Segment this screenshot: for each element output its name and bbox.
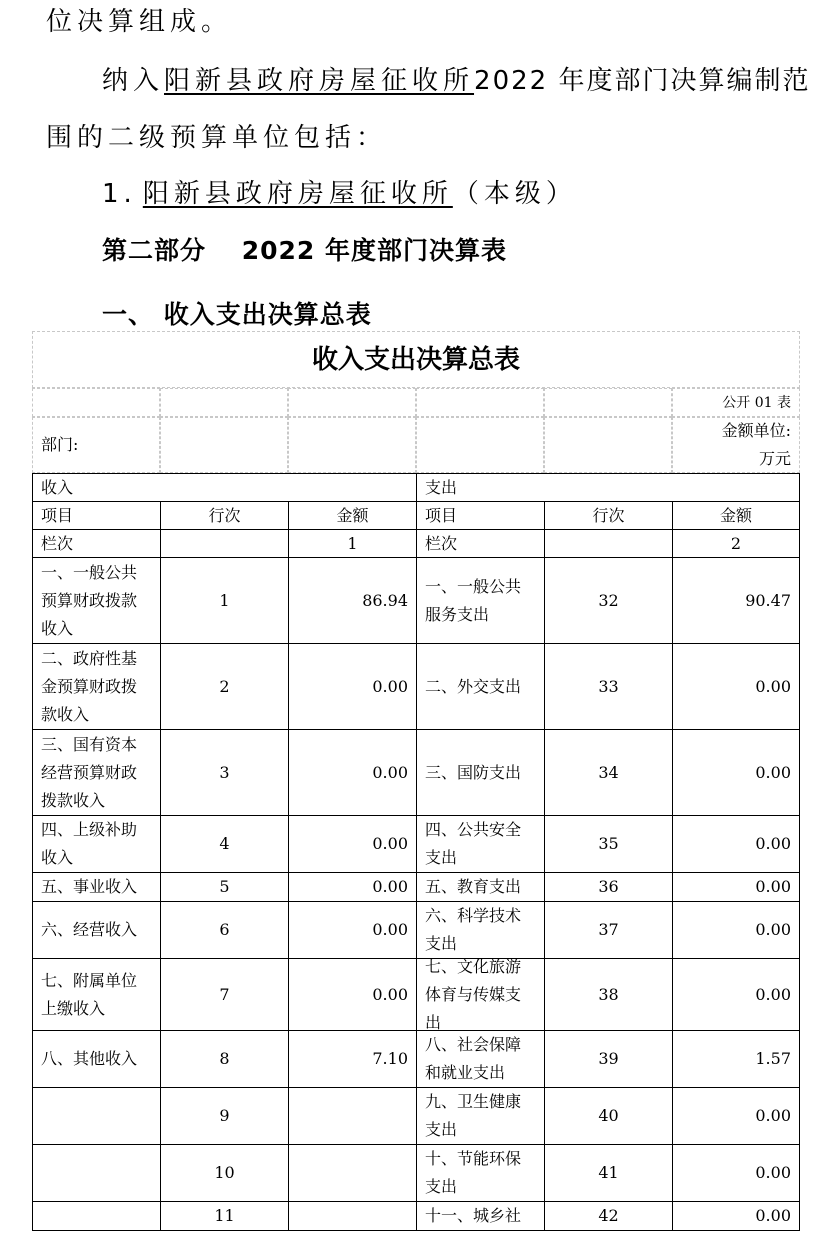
income-amount — [288, 1144, 417, 1202]
expense-item-cell — [416, 1087, 545, 1145]
item-text-line: 出 — [425, 1012, 442, 1032]
income-col-row: 行次 — [160, 501, 289, 530]
item-text-line: 和就业支出 — [425, 1063, 506, 1082]
blank-cell — [544, 388, 672, 417]
item-1-org: 阳新县政府房屋征收所 — [142, 179, 453, 209]
item-text-line: 金预算财政拨 — [41, 676, 138, 696]
item-text-line: 支出 — [425, 848, 458, 867]
intro-line-1 — [46, 4, 232, 40]
income-row-number: 10 — [160, 1144, 289, 1202]
item-text-line: 服务支出 — [425, 604, 490, 624]
item-text-line: 十、节能环保 — [425, 1149, 522, 1168]
expense-row-number: 40 — [544, 1087, 673, 1145]
blank-cell — [288, 388, 416, 417]
income-amount — [288, 1087, 417, 1145]
expense-row-number: 32 — [544, 557, 673, 644]
expense-lanci-blank — [544, 529, 673, 558]
income-row-number: 11 — [160, 1201, 289, 1231]
item-text-line: 支出 — [425, 1177, 458, 1196]
item-text-line: 六、科学技术 — [425, 906, 522, 925]
blank-cell — [288, 417, 416, 473]
expense-amount: 0.00 — [672, 872, 800, 902]
income-row-number: 4 — [160, 815, 289, 873]
expense-row-number: 35 — [544, 815, 673, 873]
income-item-cell — [32, 729, 161, 816]
expense-item-cell — [416, 643, 545, 730]
intro-line-2 — [102, 63, 810, 99]
item-text-line: 上缴收入 — [41, 998, 106, 1018]
expense-item-cell — [416, 1144, 545, 1202]
item-1-suffix: （本级） — [452, 179, 577, 209]
income-amount: 86.94 — [288, 557, 417, 644]
item-text-line: 收入 — [41, 848, 74, 867]
expense-row-number: 42 — [544, 1201, 673, 1231]
item-text-line: 体育与传媒支 — [425, 984, 522, 1004]
item-text-line: 一、一般公共 — [425, 576, 522, 596]
intro-line-3 — [46, 120, 387, 156]
expense-amount: 0.00 — [672, 1144, 800, 1202]
item-text-line: 拨款收入 — [41, 790, 106, 810]
income-item-cell — [32, 1087, 161, 1145]
income-row-number: 8 — [160, 1030, 289, 1088]
expense-amount: 0.00 — [672, 643, 800, 730]
income-item-cell — [32, 643, 161, 730]
income-item-cell — [32, 1144, 161, 1202]
department-label: 部门: — [32, 417, 160, 473]
blank-cell — [544, 417, 672, 473]
income-row-number: 3 — [160, 729, 289, 816]
item-text-line: 七、附属单位 — [41, 970, 138, 990]
item-text-line: 支出 — [425, 934, 458, 953]
expense-amount: 90.47 — [672, 557, 800, 644]
expense-item-cell — [416, 729, 545, 816]
income-row-number: 9 — [160, 1087, 289, 1145]
expense-amount: 0.00 — [672, 958, 800, 1031]
intro-suffix: 2022 年度部门决算编制范 — [474, 66, 811, 96]
intro-prefix: 纳入 — [102, 66, 165, 96]
income-amount: 0.00 — [288, 729, 417, 816]
intro-line-1-text: 位决算组成。 — [46, 7, 233, 37]
blank-cell — [160, 417, 288, 473]
blank-cell — [32, 388, 160, 417]
blank-cell — [416, 417, 544, 473]
income-row-number: 1 — [160, 557, 289, 644]
expense-row-number: 37 — [544, 901, 673, 959]
part2-heading: 第二部分 2022 年度部门决算表 — [102, 236, 507, 265]
item-text-line: 九、卫生健康 — [425, 1092, 522, 1111]
income-amount: 0.00 — [288, 815, 417, 873]
expense-item-cell — [416, 1030, 545, 1088]
income-header: 收入 — [32, 473, 417, 502]
expense-item-cell — [416, 901, 545, 959]
expense-header: 支出 — [416, 473, 800, 502]
income-row-number: 6 — [160, 901, 289, 959]
expense-row-number: 34 — [544, 729, 673, 816]
blank-cell — [160, 388, 288, 417]
income-amount: 0.00 — [288, 901, 417, 959]
item-text-line: 一、一般公共 — [41, 562, 138, 582]
expense-lanci-number: 2 — [672, 529, 800, 558]
item-text-line: 四、上级补助 — [41, 820, 138, 839]
income-row-number: 2 — [160, 643, 289, 730]
income-item-cell — [32, 557, 161, 644]
intro-line-3-text: 围的二级预算单位包括： — [46, 123, 388, 153]
form-code: 公开 01 表 — [672, 388, 800, 417]
expense-col-amount: 金额 — [672, 501, 800, 530]
expense-amount: 0.00 — [672, 729, 800, 816]
income-item-cell — [32, 815, 161, 873]
income-amount: 7.10 — [288, 1030, 417, 1088]
expense-amount: 0.00 — [672, 815, 800, 873]
income-item-cell — [32, 958, 161, 1031]
expense-item-cell — [416, 815, 545, 873]
income-lanci-blank — [160, 529, 289, 558]
table-title: 收入支出决算总表 — [32, 331, 800, 388]
expense-lanci-label: 栏次 — [416, 529, 545, 558]
item-text-line: 收入 — [41, 618, 74, 638]
section1-heading: 一、 收入支出决算总表 — [102, 300, 372, 329]
intro-item-1 — [102, 176, 577, 212]
income-item-cell — [32, 1030, 161, 1088]
item-text-line: 款收入 — [41, 704, 90, 724]
expense-row-number: 41 — [544, 1144, 673, 1202]
expense-row-number: 39 — [544, 1030, 673, 1088]
amount-unit-value: 万元 — [758, 449, 791, 468]
expense-amount: 0.00 — [672, 901, 800, 959]
item-text-line: 二、外交支出 — [425, 676, 522, 696]
expense-col-row: 行次 — [544, 501, 673, 530]
item-text-line: 二、政府性基 — [41, 648, 138, 668]
item-text-line: 四、公共安全 — [425, 820, 522, 839]
item-text-line: 预算财政拨款 — [41, 590, 138, 610]
income-item-cell — [32, 872, 161, 902]
expense-row-number: 33 — [544, 643, 673, 730]
item-1-number: 1. — [102, 179, 137, 209]
amount-unit-label: 金额单位: — [721, 421, 791, 440]
expense-item-cell — [416, 557, 545, 644]
amount-unit — [672, 417, 800, 473]
expense-col-item: 项目 — [416, 501, 545, 530]
income-row-number: 7 — [160, 958, 289, 1031]
income-item-cell — [32, 901, 161, 959]
income-row-number: 5 — [160, 872, 289, 902]
expense-amount: 0.00 — [672, 1087, 800, 1145]
income-item-cell — [32, 1201, 161, 1231]
income-col-item: 项目 — [32, 501, 161, 530]
expense-amount: 0.00 — [672, 1201, 800, 1231]
expense-item-cell — [416, 872, 545, 902]
item-text-line: 五、事业收入 — [41, 877, 138, 896]
item-text-line: 八、其他收入 — [41, 1049, 138, 1068]
expense-item-cell — [416, 958, 545, 1031]
item-text-line: 七、文化旅游 — [425, 956, 522, 976]
expense-row-number: 36 — [544, 872, 673, 902]
income-lanci-number: 1 — [288, 529, 417, 558]
income-col-amount: 金额 — [288, 501, 417, 530]
item-text-line: 支出 — [425, 1120, 458, 1139]
income-amount: 0.00 — [288, 958, 417, 1031]
item-text-line: 六、经营收入 — [41, 920, 138, 939]
income-lanci-label: 栏次 — [32, 529, 161, 558]
income-amount: 0.00 — [288, 872, 417, 902]
item-text-line: 八、社会保障 — [425, 1035, 522, 1054]
expense-amount: 1.57 — [672, 1030, 800, 1088]
item-text-line: 经营预算财政 — [41, 762, 138, 782]
income-amount: 0.00 — [288, 643, 417, 730]
expense-row-number: 38 — [544, 958, 673, 1031]
item-text-line: 十一、城乡社 — [425, 1206, 522, 1225]
blank-cell — [416, 388, 544, 417]
income-amount — [288, 1201, 417, 1231]
item-text-line: 三、国有资本 — [41, 734, 138, 754]
item-text-line: 三、国防支出 — [425, 762, 522, 782]
intro-org-name: 阳新县政府房屋征收所 — [164, 66, 475, 96]
expense-item-cell — [416, 1201, 545, 1231]
item-text-line: 五、教育支出 — [425, 877, 522, 896]
